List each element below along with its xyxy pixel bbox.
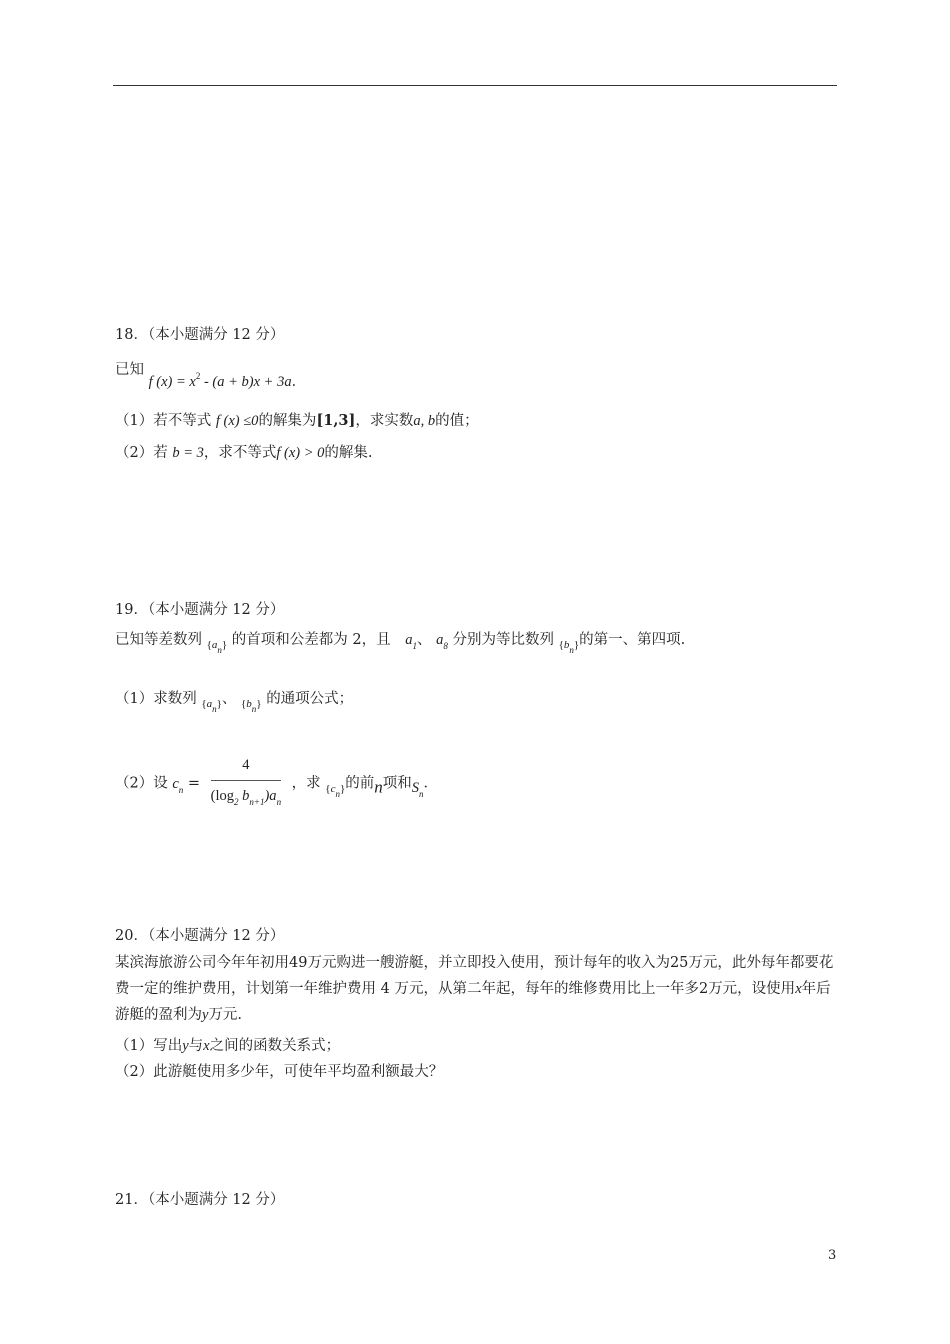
q20-part1 <box>115 1036 340 1056</box>
q20-body-f: 万元. <box>208 1007 243 1023</box>
q19-frac-log-base: 2 <box>234 797 239 807</box>
q20-body-a: 某滨海旅游公司今年年初用 <box>115 955 289 971</box>
q19-a8 <box>436 632 448 651</box>
q19-frac-log: (log <box>210 788 235 804</box>
q19-a1-sub: 1 <box>412 641 417 651</box>
q19-p2-text-e: ． <box>423 775 438 792</box>
q20-body-b: 万元购进一艘游艇，并立即投入使用，预计每年的收入为 <box>307 955 670 971</box>
q18-intro-text: 已知 <box>115 362 144 378</box>
q19-cn-letter: c <box>172 775 179 792</box>
q19-cn-sub: n <box>178 784 184 795</box>
q19-intro-b: 的首项和公差都为 2，且 <box>231 632 391 648</box>
q20-value-49: 49 <box>289 955 308 971</box>
q19-seq-b-letter: b <box>563 639 570 651</box>
q19-seq-a-letter: a <box>211 639 218 651</box>
q19-frac-numerator: 4 <box>211 752 281 781</box>
q18-p2-inequality: f (x) > 0 <box>276 445 325 461</box>
q20-body-e: 年后游艇的盈利为 <box>115 981 831 1023</box>
q19-p2-text-c: 的前 <box>345 775 375 792</box>
q18-header: 18．（本小题满分 12 分） <box>115 327 285 343</box>
q19-p2-text-d: 项和 <box>382 775 412 792</box>
q19-seq-a-sub: n <box>217 645 222 655</box>
q20-value-25: 25 <box>669 955 689 971</box>
q19-frac-a-sub: n <box>276 797 282 807</box>
q19-a1 <box>405 632 417 651</box>
q20-p1-x: x <box>203 1038 210 1054</box>
q19-fraction <box>211 752 281 815</box>
q20-header: 20．（本小题满分 12 分） <box>115 928 285 944</box>
q18-p2-text-c: 的解集. <box>324 445 373 461</box>
q20-part2: （2）此游艇使用多少年，可使年平均盈利额最大？ <box>115 1064 444 1080</box>
q20-p1-text-b: 与 <box>188 1038 204 1054</box>
q19-equals: = <box>187 775 201 792</box>
q21-header: 21．（本小题满分 12 分） <box>115 1192 285 1208</box>
q19-p2-text-a: （2）设 <box>115 775 168 792</box>
q19-header: 19．（本小题满分 12 分） <box>115 602 285 618</box>
q18-p1-inequality: f (x) ≤0 <box>215 413 259 429</box>
q20-p1-text-a: （1）写出 <box>115 1038 183 1054</box>
q19-seq-c-sub: n <box>335 788 340 799</box>
q19-p1-sep: 、 <box>221 691 237 707</box>
q19-p1-seq-b-sub: n <box>251 704 257 714</box>
q18-p1-text-b: 的解集为 <box>258 413 317 429</box>
q19-frac-denominator <box>211 781 281 815</box>
q19-intro-c: 分别为等比数列 <box>452 632 554 648</box>
q19-part2 <box>115 752 438 815</box>
q19-p1-seq-a-letter: a <box>206 698 213 710</box>
q18-p2-text-a: （2）若 <box>115 445 168 461</box>
q18-intro <box>115 354 307 390</box>
q19-part1 <box>115 689 353 719</box>
q18-func-end: ． <box>291 374 307 390</box>
q19-frac-b: b <box>238 788 250 804</box>
q19-a1-letter: a <box>405 632 413 648</box>
page-number: 3 <box>828 1248 837 1263</box>
q19-frac-b-sub: n+1 <box>249 797 265 807</box>
q19-p1-seq-a: {an} <box>201 698 222 714</box>
q18-p2-text-b: ，求不等式 <box>203 445 277 461</box>
q18-p1-text-d: 的值； <box>435 413 479 429</box>
q19-p1-seq-b: {bn} <box>241 698 262 714</box>
q18-p2-condition: b = 3 <box>172 445 204 461</box>
q19-Sn-letter: S <box>411 779 419 796</box>
q19-intro-d: 的第一、第四项. <box>579 632 686 648</box>
q20-p1-text-c: 之间的函数关系式； <box>209 1038 341 1054</box>
q19-a8-sub: 8 <box>443 641 448 651</box>
q19-seq-c: {cn} <box>325 782 346 799</box>
q18-p1-text-a: （1）若不等式 <box>115 413 212 429</box>
q20-body-c: 万元，此外每年都要花费一定的维护费用，计划第一年维护费用 4 万元，从第二年起，每年的维修费用比上一年多 <box>115 955 834 997</box>
q19-p1-text-a: （1）求数列 <box>115 691 197 707</box>
q18-func-rest: - (a + b)x + 3a <box>200 374 292 390</box>
q19-p2-text-b: ，求 <box>291 775 321 792</box>
q19-intro <box>115 630 685 660</box>
q20-body <box>115 950 837 1028</box>
q19-seq-b: {bn} <box>558 639 580 655</box>
q18-part2 <box>115 443 373 463</box>
q20-var-y: y <box>202 1007 209 1023</box>
q20-var-x: x <box>795 981 802 997</box>
q19-seq-c-letter: c <box>330 782 336 795</box>
q19-Sn-sub: n <box>418 788 424 799</box>
q18-part1 <box>115 411 479 431</box>
header-rule <box>113 85 837 86</box>
q19-frac-a: )a <box>264 788 277 804</box>
q18-p1-vars: a, b <box>413 413 436 429</box>
q19-p1-text-b: 的通项公式； <box>266 691 354 707</box>
q18-p1-interval: [1,3] <box>316 412 356 429</box>
q19-p1-seq-a-sub: n <box>212 704 217 714</box>
q19-p1-seq-b-letter: b <box>246 698 252 710</box>
q20-p1-y: y <box>182 1038 189 1054</box>
q18-function <box>148 371 307 390</box>
q20-value-2: 2 <box>698 981 709 997</box>
q19-seq-b-sub: n <box>569 645 574 655</box>
q19-cn <box>172 775 184 795</box>
q18-func-lhs: f (x) = x <box>148 374 196 390</box>
q19-n: n <box>374 777 383 797</box>
q19-Sn <box>411 779 424 799</box>
q19-a8-letter: a <box>436 632 444 648</box>
q18-p1-text-c: ，求实数 <box>355 413 414 429</box>
q20-body-d: 万元，设使用 <box>708 981 796 997</box>
q19-sep: 、 <box>416 632 432 648</box>
q19-seq-a: {an} <box>206 639 228 655</box>
q19-intro-a: 已知等差数列 <box>115 632 202 648</box>
q18-func-sup: 2 <box>195 371 201 381</box>
